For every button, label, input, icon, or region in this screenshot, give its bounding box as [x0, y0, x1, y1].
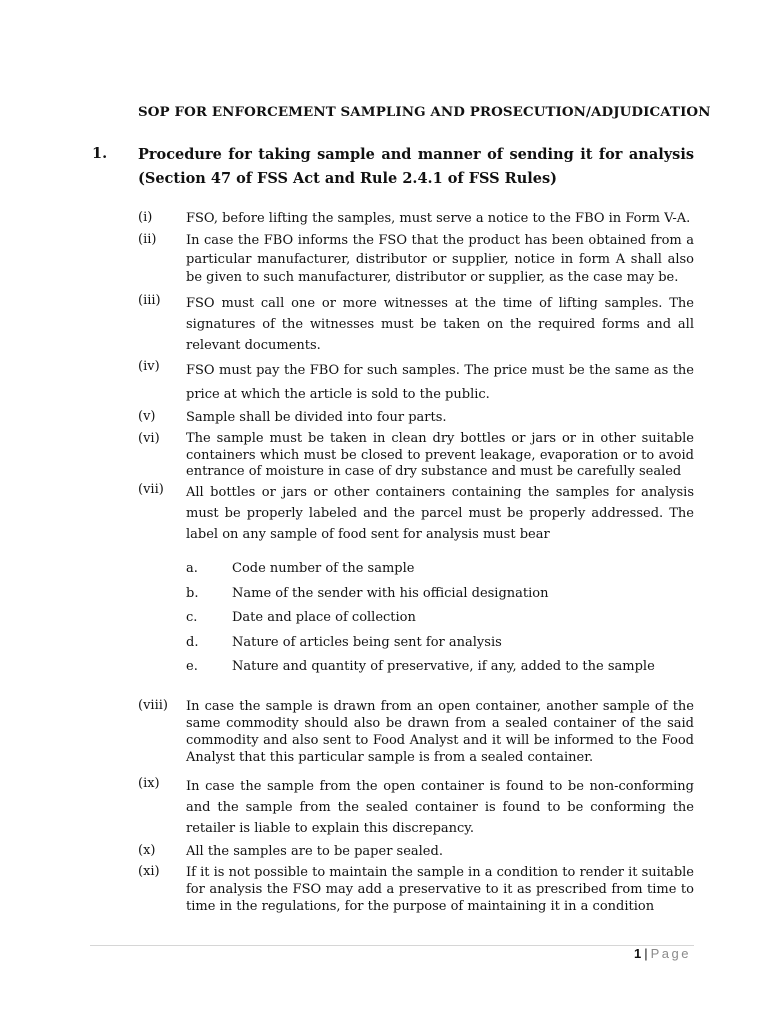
- label-list-item-text: Nature of articles being sent for analysis: [232, 635, 502, 650]
- label-list-item-marker: c.: [186, 610, 198, 625]
- list-item-text: FSO must pay the FBO for such samples. The price must be the same as the price at which the article is sold to the public.: [186, 363, 694, 402]
- list-item-text: Sample shall be divided into four parts.: [186, 410, 447, 425]
- list-item-label: (xi): [138, 864, 160, 879]
- list-item-label: (i): [138, 210, 153, 225]
- list-item-text: FSO must call one or more witnesses at the time of lifting samples. The signatures of the witnesses must be taken on the required forms and all relevant documents.: [186, 296, 694, 353]
- list-item-text: All bottles or jars or other containers containing the samples for analysis must be properly labeled and the parcel must be properly addressed. The label on any sample of food sent for analysis must bear: [186, 485, 694, 542]
- list-item-label: (vi): [138, 431, 160, 446]
- page-word: Page: [650, 946, 691, 961]
- list-item-text: In case the sample from the open container is found to be non-conforming and the sample from the sealed container is found to be conforming the retailer is liable to explain this discrepancy.: [186, 779, 694, 836]
- list-item-label: (ix): [138, 776, 160, 791]
- list-item-text: All the samples are to be paper sealed.: [186, 844, 443, 859]
- label-list-item-marker: b.: [186, 586, 199, 601]
- label-list-item-text: Name of the sender with his official designation: [232, 586, 549, 601]
- list-item-label: (iv): [138, 359, 160, 374]
- label-list-item-text: Nature and quantity of preservative, if any, added to the sample: [232, 659, 655, 674]
- list-item-label: (iii): [138, 293, 161, 308]
- list-item-text: In case the FBO informs the FSO that the product has been obtained from a particular manufacturer, distributor or supplier, notice in form A shall also be given to such manufacturer, distributor or supplier, as the case may be.: [186, 233, 694, 285]
- list-item-label: (vii): [138, 482, 164, 497]
- label-list-item-marker: e.: [186, 659, 198, 674]
- label-list-item-text: Code number of the sample: [232, 561, 415, 576]
- footer-separator: |: [644, 946, 648, 961]
- document-title: SOP FOR ENFORCEMENT SAMPLING AND PROSECUTION/ADJUDICATION: [138, 104, 711, 120]
- section-number: 1.: [92, 145, 108, 162]
- list-item-label: (v): [138, 409, 156, 424]
- page-footer: [634, 946, 691, 961]
- list-item-text: FSO, before lifting the samples, must serve a notice to the FBO in Form V-A.: [186, 211, 691, 226]
- list-item-label: (x): [138, 843, 156, 858]
- list-item-text: If it is not possible to maintain the sample in a condition to render it suitable for analysis the FSO may add a preservative to it as prescribed from time to time in the regulations, for the purpose of maintaining it in a condition: [186, 865, 694, 914]
- label-list-item-text: Date and place of collection: [232, 610, 416, 625]
- list-item-label: (ii): [138, 232, 157, 247]
- page-number: 1: [634, 946, 642, 961]
- label-list-item-marker: d.: [186, 635, 199, 650]
- list-item-label: (viii): [138, 698, 168, 713]
- footer-divider: [90, 945, 694, 946]
- list-item-text: The sample must be taken in clean dry bottles or jars or in other suitable containers which must be closed to prevent leakage, evaporation or to avoid entrance of moisture in case of dry substance and must be carefully sealed: [186, 431, 694, 479]
- list-item-text: In case the sample is drawn from an open container, another sample of the same commodity should also be drawn from a sealed container of the said commodity and also sent to Food Analyst and it will be informed to the Food Analyst that this particular sample is from a sealed container.: [186, 699, 694, 765]
- section-heading: Procedure for taking sample and manner of sending it for analysis (Section 47 of FSS Act and Rule 2.4.1 of FSS Rules): [138, 146, 694, 187]
- label-list-item-marker: a.: [186, 561, 198, 576]
